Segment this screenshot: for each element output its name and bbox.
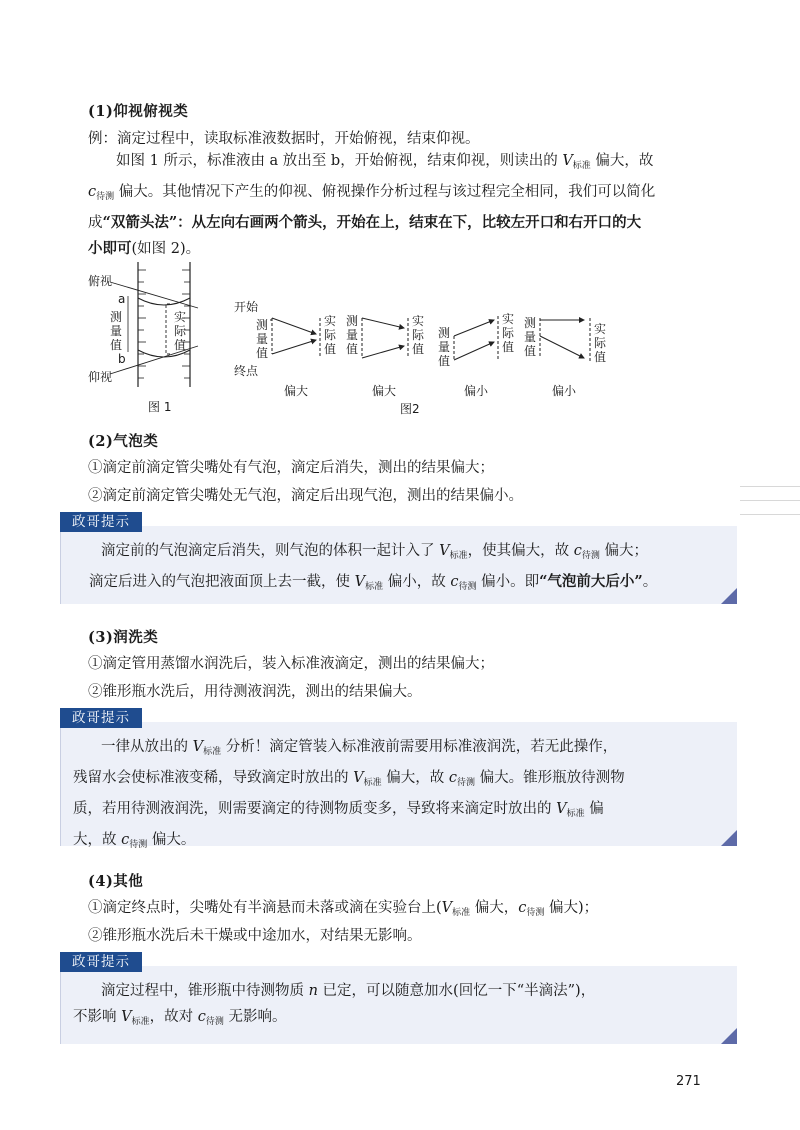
actual-label-1: 实际值: [324, 314, 337, 356]
corner-triangle-icon: [721, 1028, 737, 1044]
label-end: 终点: [234, 364, 259, 378]
actual-label-3: 实际值: [502, 312, 515, 354]
tip-box-3: [60, 966, 737, 1044]
actual-label-2: 实际值: [412, 314, 425, 356]
figure-2: [234, 296, 624, 422]
corner-triangle-icon: [721, 588, 737, 604]
figure-2-caption: 图2: [400, 402, 420, 416]
section-heading-1: (1)仰视俯视类: [88, 103, 189, 120]
tip-1-text: 滴定前的气泡滴定后消失，则气泡的体积一起计入了 $V_{标准}$，使其偏大，故 $c_{待测}$ 偏大； 滴定后进入的气泡把液面顶上去一截，使 $V_{标准}$ 偏小，故 $c_{待测}$ 偏小。即“气泡前大后小”。: [89, 543, 658, 592]
figure-1: [86, 262, 216, 422]
measured-label-1: 测量值: [256, 318, 269, 360]
section-heading-3: (3)润洗类: [88, 629, 159, 646]
label-look-up: 仰视: [88, 370, 113, 384]
section-heading-4: (4)其他: [88, 873, 144, 890]
tip-label-1: 政哥提示: [60, 512, 142, 532]
edge-line: [740, 486, 800, 487]
label-b: b: [118, 352, 126, 366]
page-number: 271: [676, 1074, 701, 1089]
tip-box-1: [60, 526, 737, 604]
tip-3-text: 滴定过程中，锥形瓶中待测物质 n 已定，可以随意加水(回忆一下“半滴法”)， 不影响 $V_{标准}$，故对 $c_{待测}$ 无影响。: [73, 983, 596, 1027]
edge-line: [740, 500, 800, 501]
caption-smaller-2: 偏小: [552, 384, 577, 398]
corner-triangle-icon: [721, 830, 737, 846]
other-item-1: ①滴定终点时，尖嘴处有半滴悬而未落或滴在实验台上($V_{标准}$ 偏大，$c_{待测}$ 偏大)；: [88, 900, 599, 918]
paragraph-1: 如图 1 所示，标准液由 a 放出至 b，开始俯视，结束仰视，则读出的 $V_{标准}$ 偏大，故 $c_{待测}$ 偏大。其他情况下产生的仰视、俯视操作分析过程与该过程完全相同，我们可以简化 成“双箭头法”：从左向右画两个箭头，开始在上，结束在下，比较左开口和右开口的大 小即可(如图 2)。: [88, 153, 656, 257]
caption-smaller-1: 偏小: [464, 384, 489, 398]
label-a: a: [118, 292, 126, 306]
tip-label-2: 政哥提示: [60, 708, 142, 728]
measured-label-2: 测量值: [346, 314, 359, 356]
rinse-item-2: ②锥形瓶水洗后，用待测液润洗，测出的结果偏大。: [88, 684, 422, 700]
bubble-item-1: ①滴定前滴定管尖嘴处有气泡，滴定后消失，测出的结果偏大；: [88, 460, 494, 476]
tip-2-text: 一律从放出的 $V_{标准}$ 分析！滴定管装入标准液前需要用标准液润洗，若无此操作， 残留水会使标准液变稀，导致滴定时放出的 $V_{标准}$ 偏大，故 $c_{待测}$ 偏大。锥形瓶放待测物 质，若用待测液润洗，则需要滴定的待测物质变多，导致将来滴定时放出的 $V_{标准}$ 偏 大，故 $c_{待测}$ 偏大。: [73, 739, 625, 850]
caption-bigger-2: 偏大: [372, 384, 397, 398]
measured-label-4: 测量值: [524, 316, 537, 358]
caption-bigger-1: 偏大: [284, 384, 309, 398]
section-heading-2: (2)气泡类: [88, 433, 159, 450]
other-item-2: ②锥形瓶水洗后未干燥或中途加水，对结果无影响。: [88, 928, 422, 944]
example-line: 例：滴定过程中，读取标准液数据时，开始俯视，结束仰视。: [88, 131, 480, 147]
label-look-down: 俯视: [88, 274, 113, 288]
label-start: 开始: [234, 300, 259, 314]
actual-label-4: 实际值: [594, 322, 607, 364]
tip-label-3: 政哥提示: [60, 952, 142, 972]
label-measured-value: 测量值: [110, 310, 123, 352]
figure-1-caption: 图 1: [148, 400, 172, 414]
measured-label-3: 测量值: [438, 326, 451, 368]
bubble-item-2: ②滴定前滴定管尖嘴处无气泡，滴定后出现气泡，测出的结果偏小。: [88, 488, 523, 504]
tip-box-2: [60, 722, 737, 850]
double-arrow-diagrams: [234, 296, 624, 396]
rinse-item-1: ①滴定管用蒸馏水润洗后，装入标准液滴定，测出的结果偏大；: [88, 656, 494, 672]
label-actual-value: 实际值: [174, 310, 187, 352]
edge-line: [740, 514, 800, 515]
